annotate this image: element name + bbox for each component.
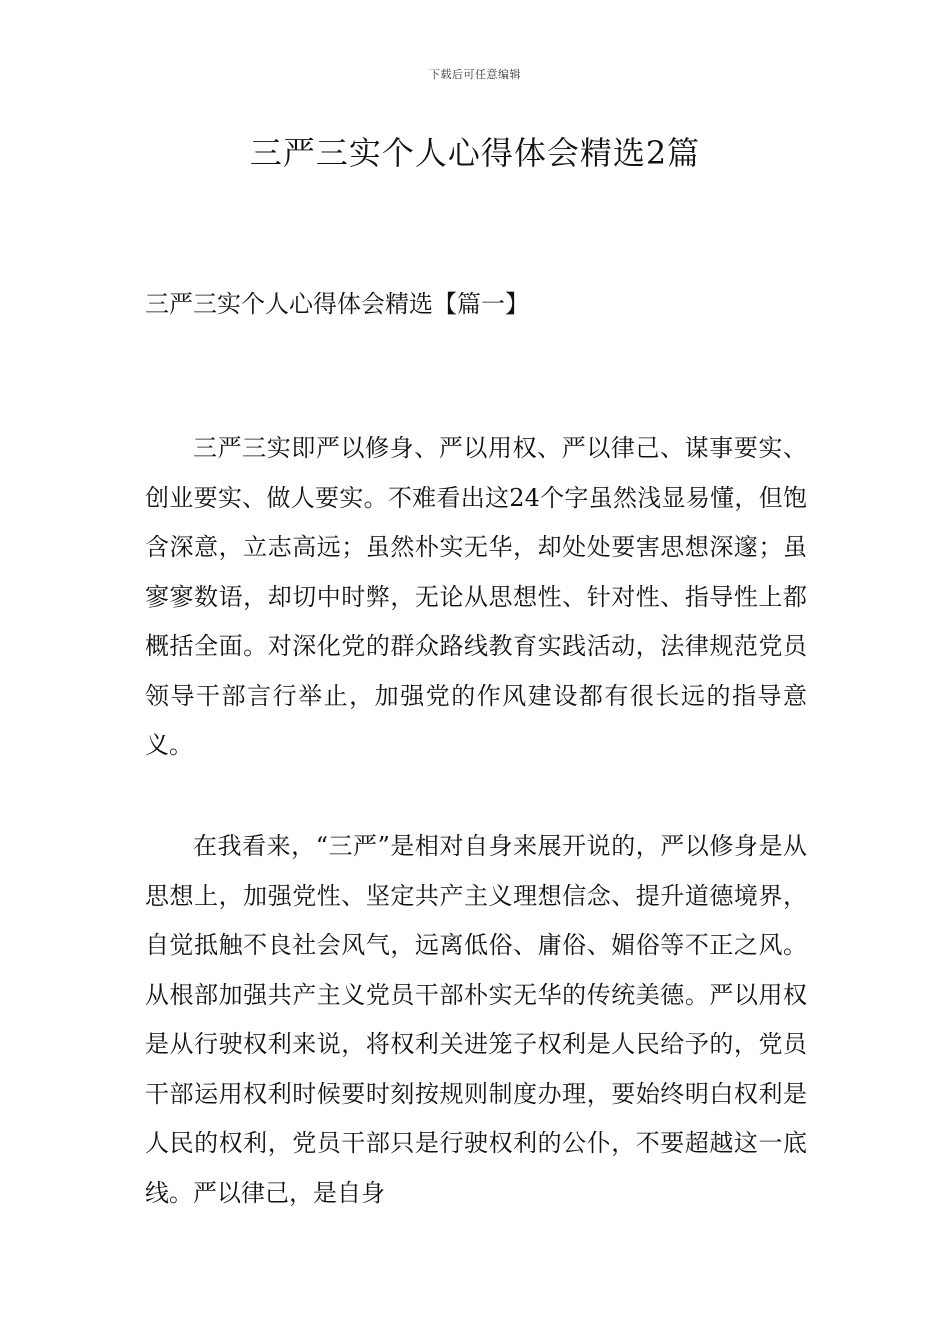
- document-title: 三严三实个人心得体会精选2篇: [249, 134, 701, 172]
- body-paragraph-2: 在我看来，“三严”是相对自身来展开说的，严以修身是从思想上，加强党性、坚定共产主义理想信念、提升道德境界，自觉抵触不良社会风气，远离低俗、庸俗、媚俗等不正之风。从根部加强共产主义党员干部朴实无华的传统美德。严以用权是从行驶权利来说，将权利关进笼子权利是人民给予的，党员干部运用权利时候要时刻按规则制度办理，要始终明白权利是人民的权利，党员干部只是行驶权利的公仆，不要超越这一底线。严以律己，是自身: [145, 832, 807, 1207]
- section-heading: 三严三实个人心得体会精选【篇一】: [145, 290, 529, 318]
- body-paragraph-1: 三严三实即严以修身、严以用权、严以律己、谋事要实、创业要实、做人要实。不难看出这24个字虽然浅显易懂，但饱含深意，立志高远；虽然朴实无华，却处处要害思想深邃；虽寥寥数语，却切中时弊，无论从思想性、针对性、指导性上都概括全面。对深化党的群众路线教育实践活动，法律规范党员领导干部言行举止，加强党的作风建设都有很长远的指导意义。: [145, 434, 807, 759]
- header-note: 下载后可任意编辑: [429, 68, 521, 81]
